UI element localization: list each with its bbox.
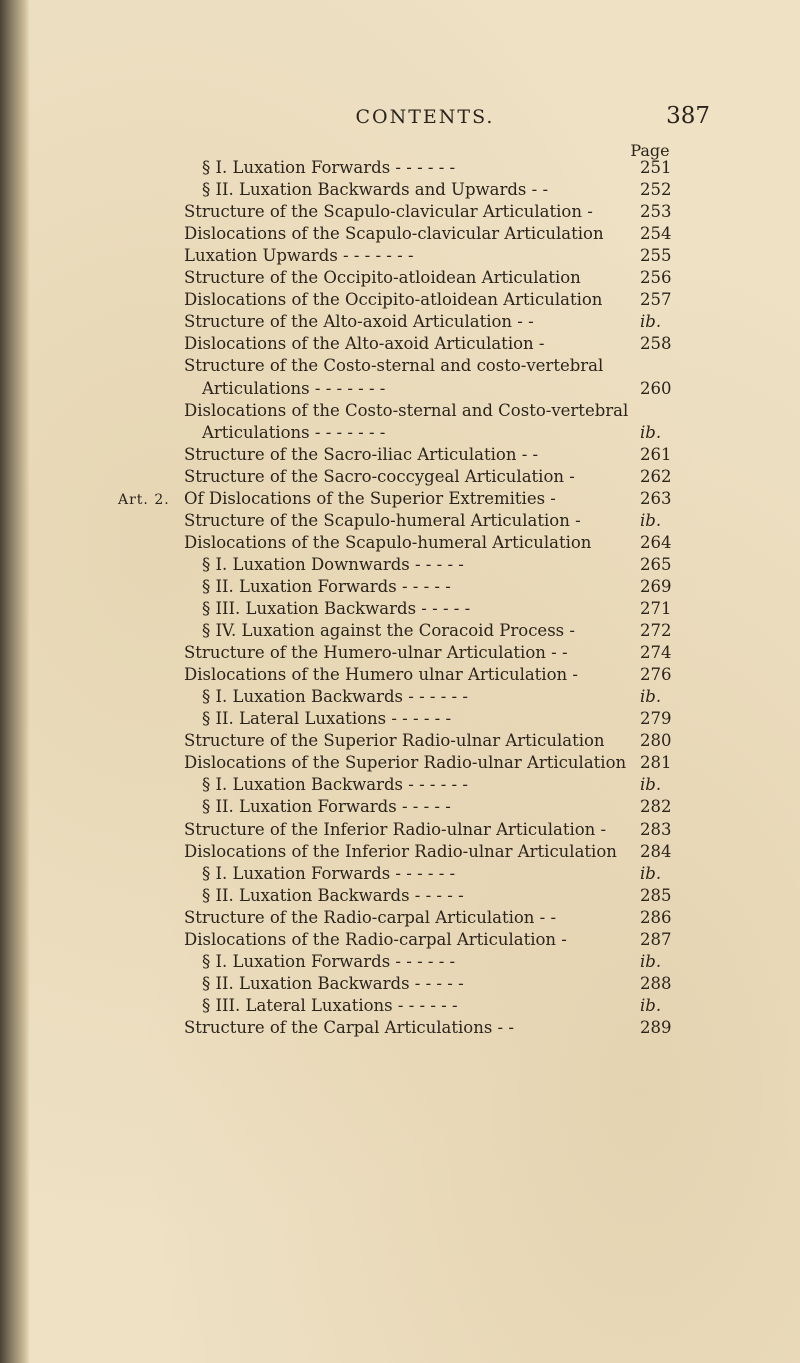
toc-entry [0,730,720,752]
toc-entry [0,620,720,642]
toc-entry-title: Dislocations of the Costo-sternal and Costo-vertebral [184,400,629,420]
toc-entry [0,223,720,245]
toc-entry [0,157,720,179]
toc-entry-title: Structure of the Carpal Articulations - - [184,1017,514,1037]
toc-entry [0,576,720,598]
toc-entry-title: Structure of the Occipito-atloidean Articulation [184,268,581,288]
toc-entry-page: 287 [640,929,672,949]
toc-entry [0,289,720,311]
toc-entry-page: 281 [640,753,672,773]
toc-entry [0,752,720,774]
toc-entry-page: 272 [640,621,672,641]
toc-entry [0,245,720,267]
toc-entry [0,311,720,333]
toc-entry [0,642,720,664]
page-number: 387 [666,103,710,129]
toc-entry [0,774,720,796]
toc-entry-title: Dislocations of the Radio-carpal Articulation - [184,929,567,949]
toc-entry-title: § I. Luxation Forwards - - - - - - [202,158,456,177]
toc-entry-page: 260 [640,378,672,398]
toc-entry-title: § III. Luxation Backwards - - - - - [202,599,471,618]
toc-entry-page: 282 [640,797,672,817]
toc-entry [0,885,720,907]
toc-entry-page: 257 [640,290,672,310]
toc-entry-title: § II. Luxation Forwards - - - - - [202,797,451,817]
toc-entry-title: § I. Luxation Backwards - - - - - - [202,775,468,795]
toc-entry-page: 285 [640,885,672,905]
toc-entry-page: ib. [640,951,662,971]
toc-entry-page: 283 [640,819,672,839]
toc-entry-page: 276 [640,665,672,685]
toc-entry-page: 263 [640,488,672,508]
toc-entry [0,995,720,1017]
toc-entry-page: 261 [640,444,672,464]
toc-entry [0,907,720,929]
toc-entry-title: Structure of the Scapulo-clavicular Articulation - [184,202,593,222]
toc-entry-title: § I. Luxation Forwards - - - - - - [202,951,456,971]
toc-entry-title: Structure of the Sacro-iliac Articulation - - [184,444,539,464]
toc-entry [0,664,720,686]
toc-entry-page: 279 [640,709,672,729]
toc-entry-title: Dislocations of the Superior Radio-ulnar Articulation [184,753,627,773]
toc-entry-title: Structure of the Humero-ulnar Articulation - - [184,643,568,663]
toc-entry-page: ib. [640,312,662,332]
toc-entry [0,796,720,818]
toc-entry [0,488,720,510]
toc-entry-page: 271 [640,599,672,618]
toc-entry-title: Structure of the Alto-axoid Articulation - - [184,312,534,332]
toc-entry [0,708,720,730]
toc-entry-page: ib. [640,687,662,707]
toc-entry-title: Structure of the Superior Radio-ulnar Articulation [184,731,605,751]
toc-entry-title: Luxation Upwards - - - - - - - [184,246,414,266]
toc-entry [0,444,720,466]
toc-entry-title: Structure of the Radio-carpal Articulation - - [184,907,557,927]
toc-entry-title: Dislocations of the Scapulo-clavicular Articulation [184,224,604,244]
toc-entry-page: 254 [640,224,672,244]
toc-entry [0,267,720,289]
toc-entry-page: 252 [640,180,672,200]
toc-entry-page: 256 [640,268,672,288]
toc-entry [0,598,720,620]
toc-entry-title: § II. Luxation Backwards - - - - - [202,885,464,905]
toc-entry-title: Dislocations of the Scapulo-humeral Articulation [184,532,592,552]
toc-entry [0,951,720,973]
toc-entry [0,863,720,885]
toc-entry [0,686,720,708]
toc-entry-page: 262 [640,466,672,486]
toc-entry-title: § II. Luxation Forwards - - - - - [202,576,451,596]
toc-entry-title: Structure of the Sacro-coccygeal Articulation - [184,466,575,486]
toc-entry-page: 288 [640,973,672,993]
toc-entry-title: Structure of the Costo-sternal and costo-vertebral [184,356,604,376]
toc-entry-page: 280 [640,731,672,751]
toc-entry [0,554,720,576]
toc-entry-page: 284 [640,841,672,861]
toc-entry-page: ib. [640,995,662,1015]
toc-entry-title: § I. Luxation Downwards - - - - - [202,554,464,574]
toc-entry-page: 269 [640,576,672,596]
toc-entry [0,333,720,355]
toc-entry-page: ib. [640,775,662,795]
toc-entry-title: Dislocations of the Alto-axoid Articulation - [184,334,545,354]
toc-entry-title: Structure of the Inferior Radio-ulnar Articulation - [184,819,607,839]
toc-entry-title: § I. Luxation Forwards - - - - - - [202,863,456,883]
toc-entry-page: ib. [640,863,662,883]
toc-entry-page: 251 [640,158,672,177]
toc-entry [0,400,720,422]
article-label: Art. 2. [118,491,170,508]
toc-entry-title: § IV. Luxation against the Coracoid Process - [202,621,575,641]
toc-entry [0,422,720,444]
toc-entry-page: 255 [640,246,672,266]
toc-entry-title: Articulations - - - - - - - [202,378,386,398]
toc-entry [0,841,720,863]
toc-entry [0,929,720,951]
toc-entry [0,179,720,201]
toc-entry-title: Structure of the Scapulo-humeral Articulation - [184,510,581,530]
toc-entry-title: § I. Luxation Backwards - - - - - - [202,687,468,707]
toc-entry-title: § II. Lateral Luxations - - - - - - [202,709,452,729]
toc-entry [0,355,720,377]
toc-entry-title: Dislocations of the Occipito-atloidean Articulation [184,290,603,310]
toc-entry [0,532,720,554]
toc-entry [0,378,720,400]
running-title: CONTENTS. [355,106,495,128]
toc-entry-page: 258 [640,334,672,354]
toc-entry-page: 264 [640,532,672,552]
toc-entry-title: § II. Luxation Backwards and Upwards - - [202,180,549,200]
toc-entry-title: § III. Lateral Luxations - - - - - - [202,995,458,1015]
page-header [205,103,710,136]
toc-entry-page: 274 [640,643,672,663]
toc-entry [0,201,720,223]
toc-entry-page: 265 [640,554,672,574]
toc-entry-title: Of Dislocations of the Superior Extremities - [184,488,556,508]
toc-entry [0,1017,720,1039]
toc-entry-title: Dislocations of the Humero ulnar Articulation - [184,665,578,685]
toc-entry-page: 253 [640,202,672,222]
toc-entry-page: ib. [640,510,662,530]
toc-entry [0,466,720,488]
toc-entry [0,973,720,995]
toc-entry-title: § II. Luxation Backwards - - - - - [202,973,464,993]
toc-entry-page: 289 [640,1017,672,1037]
toc-entry [0,510,720,532]
page-column-heading: Page [630,141,670,160]
toc-entry [0,819,720,841]
toc-entry-title: Dislocations of the Inferior Radio-ulnar Articulation [184,841,617,861]
toc-entry-page: 286 [640,907,672,927]
toc-entry-title: Articulations - - - - - - - [202,422,386,442]
toc-entry-page: ib. [640,422,662,442]
